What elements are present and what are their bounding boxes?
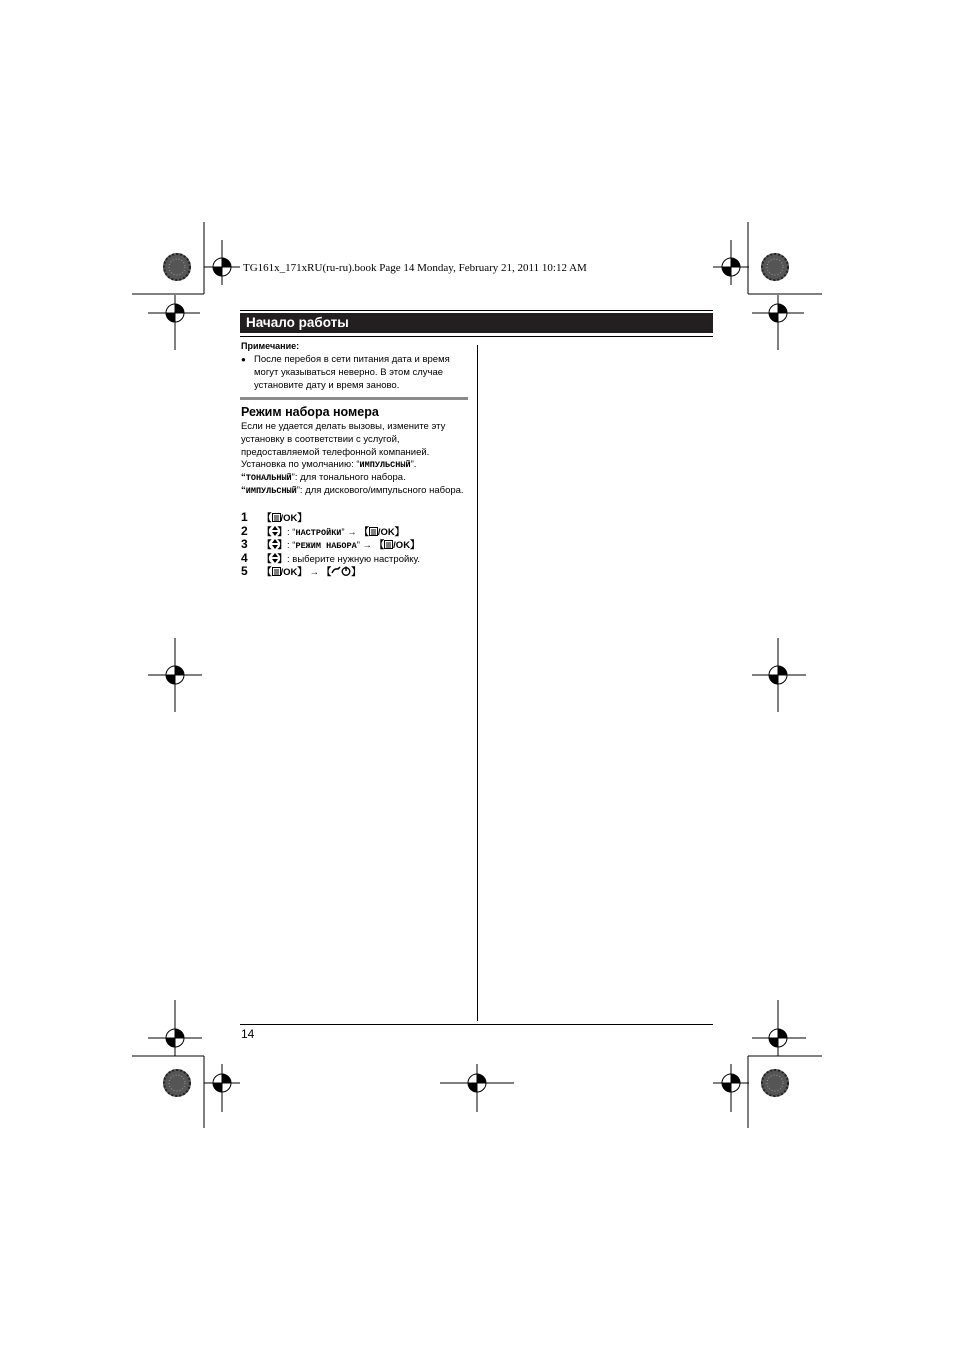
step-close: ” [356,540,363,552]
ok-label: /OK [280,513,298,524]
navigator-key: 【 】 [262,526,288,538]
column-divider [477,345,478,1021]
divider [240,397,468,400]
note-item [241,353,467,392]
open-quote: “ [241,484,246,496]
ok-label: /OK [393,540,411,552]
step-number: 3 [241,537,248,552]
arrow-icon: → [309,567,320,579]
navigator-up-down-icon [272,526,278,536]
default-value: ИМПУЛЬСНЫЙ [359,460,411,471]
navigator-key: 【 】 [262,540,288,552]
tone-desc: ”: для тонального набора. [291,472,406,484]
page-number: 14 [241,1027,255,1041]
steps-list [241,512,471,580]
step-number: 2 [241,523,248,538]
step-text: : выберите нужную настройку. [287,553,420,565]
step-number: 1 [241,510,248,524]
pulse-desc: ”: для дискового/импульсного набора. [296,484,464,496]
step-number: 5 [241,564,248,579]
step-sep: : “ [287,540,296,552]
top-rule [240,310,713,311]
tone-value: ТОНАЛЬНЫЙ [245,473,292,484]
menu-ok-icon [272,513,281,522]
step-item [241,566,471,580]
navigator-up-down-icon [272,553,278,563]
bullet-icon: ● [241,355,246,364]
menu-ok-icon [272,567,281,576]
menu-ok-key: 【 /OK】 [374,540,420,552]
step-close: ” [341,526,348,538]
ok-label: /OK [280,567,298,579]
arrow-icon: → [362,540,373,552]
dial-mode-intro: Если не удается делать вызовы, измените эту установку в соответствии с услугой, предоставляемой телефонной компанией. [241,421,446,458]
menu-ok-icon [384,540,393,549]
pulse-value: ИМПУЛЬСНЫЙ [245,485,297,496]
off-power-icon [331,566,351,576]
step-number: 4 [241,550,248,565]
step-sep: : “ [287,526,296,538]
step-item [241,512,471,526]
step-value: РЕЖИМ НАБОРА [295,541,357,552]
ok-label: /OK [377,526,395,538]
off-key: 【 】 [321,567,361,579]
bottom-rule [240,1024,713,1025]
section-rule [240,336,713,337]
arrow-icon: → [347,526,357,538]
menu-ok-key: 【 /OK】 [262,513,307,524]
dial-mode-description [241,421,469,498]
default-label: Установка по умолчанию: “ [241,459,360,471]
menu-ok-key: 【 /OK】 [262,567,307,579]
step-item [241,539,471,553]
navigator-up-down-icon [272,539,278,549]
dial-mode-heading: Режим набора номера [241,405,379,419]
step-item [241,523,471,540]
open-quote: “ [241,472,246,484]
note-text: После перебоя в сети питания дата и время могут указываться неверно. В этом случае установите дату и время заново. [254,354,450,391]
step-item [241,550,471,567]
navigator-key: 【 】 [262,553,288,565]
section-title: Начало работы [240,313,713,333]
menu-ok-icon [369,527,378,536]
step-value: НАСТРОЙКИ [295,527,342,538]
menu-ok-key: 【 /OK】 [359,526,405,538]
note-title: Примечание: [241,341,300,351]
default-suffix: ”. [410,459,417,471]
book-file-info: TG161x_171xRU(ru-ru).book Page 14 Monday, February 21, 2011 10:12 AM [243,262,587,274]
